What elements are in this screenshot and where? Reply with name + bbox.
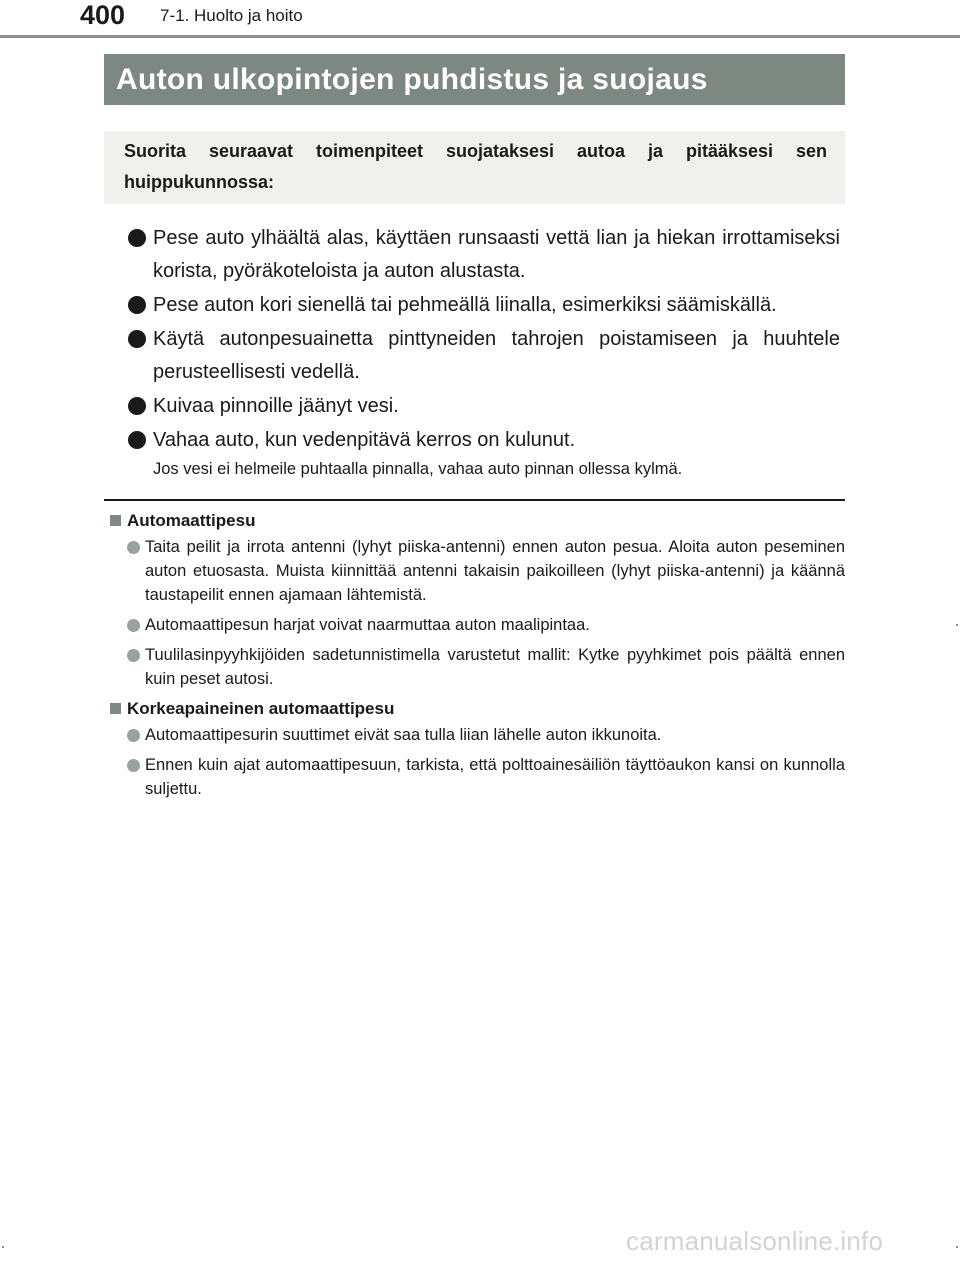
step-text: Pese auto ylhäältä alas, käyttäen runsaasti vettä lian ja hiekan irrottamiseksi korista, pyöräkoteloista ja auton alustasta. [153, 227, 840, 282]
note-text: Automaattipesun harjat voivat naarmuttaa auton maalipintaa. [145, 616, 590, 634]
dot-bullet-icon [127, 759, 140, 772]
step-note: Jos vesi ei helmeile puhtaalla pinnalla, vahaa auto pinnan ollessa kylmä. [153, 460, 683, 478]
dot-bullet-icon [127, 541, 140, 554]
note-item [110, 643, 845, 691]
note-heading-text: Automaattipesu [127, 511, 256, 530]
note-item [110, 723, 845, 747]
page-number: 400 [80, 0, 126, 30]
step-item [128, 222, 840, 288]
step-item [128, 289, 840, 322]
bullet-icon [128, 330, 146, 348]
title-bar [104, 54, 845, 105]
note-text: Automaattipesurin suuttimet eivät saa tulla liian lähelle auton ikkunoita. [145, 726, 662, 744]
bullet-icon [128, 431, 146, 449]
note-heading [110, 697, 845, 721]
page-header [0, 0, 960, 38]
square-bullet-icon [110, 515, 121, 526]
note-list [110, 723, 845, 801]
note-text: Tuulilasinpyyhkijöiden sadetunnistimella varustetut mallit: Kytke pyyhkimet pois päältä ennen kuin peset autosi. [145, 646, 845, 688]
crop-mark [956, 624, 958, 626]
step-item [128, 323, 840, 389]
step-text: Käytä autonpesuainetta pinttyneiden tahrojen poistamiseen ja huuhtele perusteellisesti vedellä. [153, 328, 840, 383]
steps-list [128, 222, 840, 458]
step-item [128, 424, 840, 457]
header-rule [0, 35, 960, 38]
note-text: Ennen kuin ajat automaattipesuun, tarkista, että polttoainesäiliön täyttöaukon kansi on kunnolla suljettu. [145, 756, 845, 798]
note-heading [110, 509, 845, 533]
intro-box [104, 131, 845, 204]
section-divider [104, 499, 845, 501]
note-item [110, 535, 845, 607]
section-label: 7-1. Huolto ja hoito [160, 6, 303, 25]
note-heading-text: Korkeapaineinen automaattipesu [127, 699, 395, 718]
note-item [110, 753, 845, 801]
intro-text: Suorita seuraavat toimenpiteet suojataksesi autoa ja pitääksesi sen huippukunnossa: [124, 141, 827, 192]
dot-bullet-icon [127, 729, 140, 742]
step-item [128, 390, 840, 423]
notes-area [110, 509, 845, 807]
watermark: carmanualsonline.info [626, 1226, 884, 1256]
note-item [110, 613, 845, 637]
note-text: Taita peilit ja irrota antenni (lyhyt piiska-antenni) ennen auton pesua. Aloita auton peseminen auton etuosasta. Muista kiinnittää antenni takaisin paikoilleen (lyhyt piiska-antenni) ja käännä taustapeilit ennen ajamaan lähtemistä. [145, 538, 845, 604]
bullet-icon [128, 397, 146, 415]
bullet-icon [128, 296, 146, 314]
square-bullet-icon [110, 703, 121, 714]
dot-bullet-icon [127, 619, 140, 632]
page-title: Auton ulkopintojen puhdistus ja suojaus [116, 63, 708, 96]
crop-mark [956, 1246, 958, 1248]
step-text: Kuivaa pinnoille jäänyt vesi. [153, 395, 399, 417]
step-text: Pese auton kori sienellä tai pehmeällä liinalla, esimerkiksi säämiskällä. [153, 294, 777, 316]
note-list [110, 535, 845, 691]
dot-bullet-icon [127, 649, 140, 662]
step-text: Vahaa auto, kun vedenpitävä kerros on kulunut. [153, 429, 576, 451]
bullet-icon [128, 229, 146, 247]
crop-mark [2, 1246, 4, 1248]
